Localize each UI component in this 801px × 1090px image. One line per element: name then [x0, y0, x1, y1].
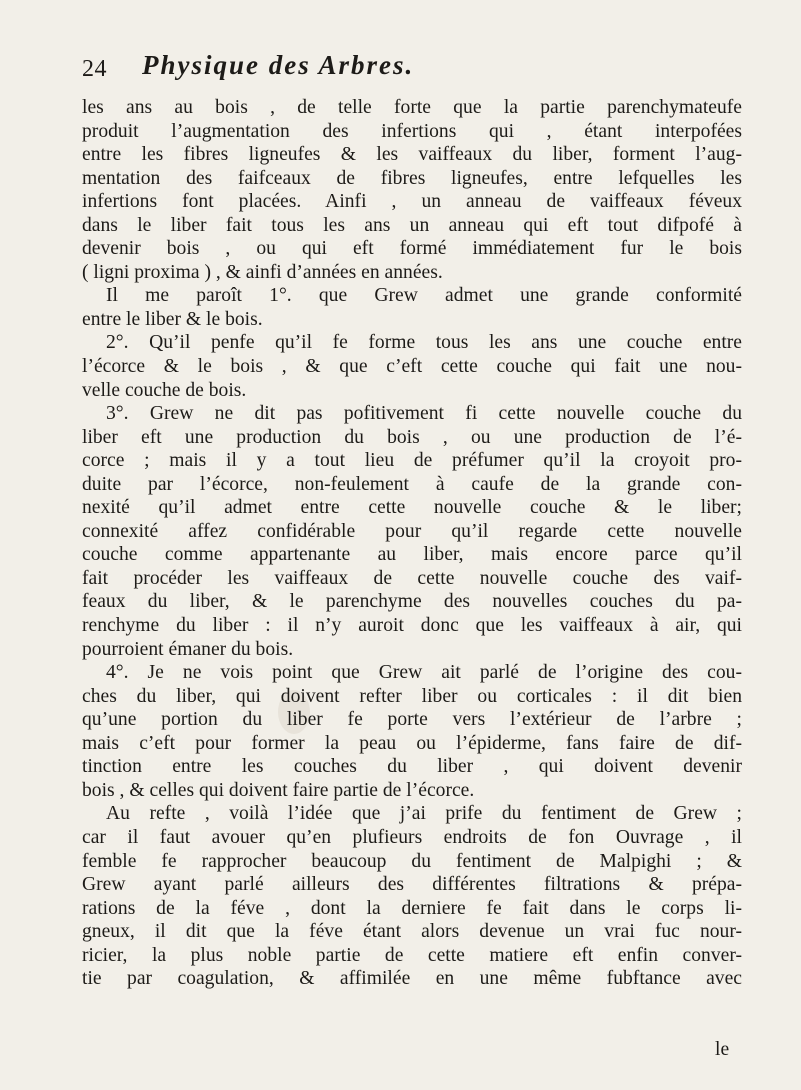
text-line: car il faut avouer qu’en plufieurs endroits de fon Ouvrage , il: [82, 826, 742, 848]
text-line: liber eft une production du bois , ou une production de l’é-: [82, 426, 742, 448]
text-line: ches du liber, qui doivent refter liber ou corticales : il dit bien: [82, 685, 742, 707]
text-line: corce ; mais il y a tout lieu de préfumer qu’il la croyoit pro-: [82, 450, 742, 472]
text-line: mentation des faifceaux de fibres ligneufes, entre lefquelles les: [82, 167, 742, 189]
text-line: gneux, il dit que la féve étant alors devenue un vrai fuc nour-: [82, 921, 742, 943]
text-line: 2°. Qu’il penfe qu’il fe forme tous les ans une couche entre: [106, 332, 742, 354]
text-line: les ans au bois , de telle forte que la partie parenchymateufe: [82, 97, 742, 118]
text-line: l’écorce & le bois , & que c’eft cette couche qui fait une nou-: [82, 356, 742, 378]
text-line: infertions font placées. Ainfi , un anneau de vaiffeaux féveux: [82, 191, 742, 213]
text-line: duite par l’écorce, non-feulement à caufe de la grande con-: [82, 473, 742, 495]
text-line: Grew ayant parlé ailleurs des différentes filtrations & prépa-: [82, 874, 742, 896]
text-line: qu’une portion du liber fe porte vers l’extérieur de l’arbre ;: [82, 709, 742, 731]
text-line: Au refte , voilà l’idée que j’ai prife du fentiment de Grew ;: [106, 803, 742, 825]
text-line: ricier, la plus noble partie de cette matiere eft enfin conver-: [82, 944, 742, 966]
text-line: feaux du liber, & le parenchyme des nouvelles couches du pa-: [82, 591, 742, 613]
text-line: dans le liber fait tous les ans un anneau qui eft tout difpofé à: [82, 214, 742, 236]
text-line: 3°. Grew ne dit pas pofitivement fi cette nouvelle couche du: [106, 403, 742, 425]
text-line: couche comme appartenante au liber, mais encore parce qu’il: [82, 544, 742, 566]
text-line: mais c’eft pour former la peau ou l’épiderme, fans faire de dif-: [82, 732, 742, 754]
text-line: tie par coagulation, & affimilée en une même fubftance avec: [82, 968, 742, 990]
text-line: devenir bois , ou qui eft formé immédiatement fur le bois: [82, 238, 742, 260]
text-line: velle couche de bois.: [82, 379, 247, 401]
page-number: 24: [82, 56, 107, 82]
text-line: femble fe rapprocher beaucoup du fentiment de Malpighi ; &: [82, 850, 742, 872]
text-line: Il me paroît 1°. que Grew admet une grande conformité: [106, 285, 742, 307]
text-line: entre le liber & le bois.: [82, 308, 263, 330]
text-line: bois , & celles qui doivent faire partie de l’écorce.: [82, 779, 475, 801]
text-line: ( ligni proxima ) , & ainfi d’années en années.: [82, 261, 443, 283]
text-line: produit l’augmentation des infertions qui , étant interpofées: [82, 120, 742, 142]
text-line: fait procéder les vaiffeaux de cette nouvelle couche des vaif-: [82, 567, 742, 589]
text-line: rations de la féve , dont la derniere fe fait dans le corps li-: [82, 897, 742, 919]
text-line: renchyme du liber : il n’y auroit donc que les vaiffeaux à air, qui: [82, 615, 742, 637]
text-line: connexité affez confidérable pour qu’il regarde cette nouvelle: [82, 520, 742, 542]
running-title: Physique des Arbres.: [142, 50, 415, 80]
text-line: tinction entre les couches du liber , qui doivent devenir: [82, 756, 742, 778]
catchword: le: [715, 1039, 730, 1060]
body-text: [82, 96, 742, 991]
text-line: pourroient émaner du bois.: [82, 638, 294, 660]
text-line: nexité qu’il admet entre cette nouvelle couche & le liber;: [82, 497, 742, 519]
text-line: 4°. Je ne vois point que Grew ait parlé de l’origine des cou-: [106, 662, 742, 684]
text-line: entre les fibres ligneufes & les vaiffeaux du liber, forment l’aug-: [82, 144, 742, 166]
page-header: [82, 50, 742, 90]
